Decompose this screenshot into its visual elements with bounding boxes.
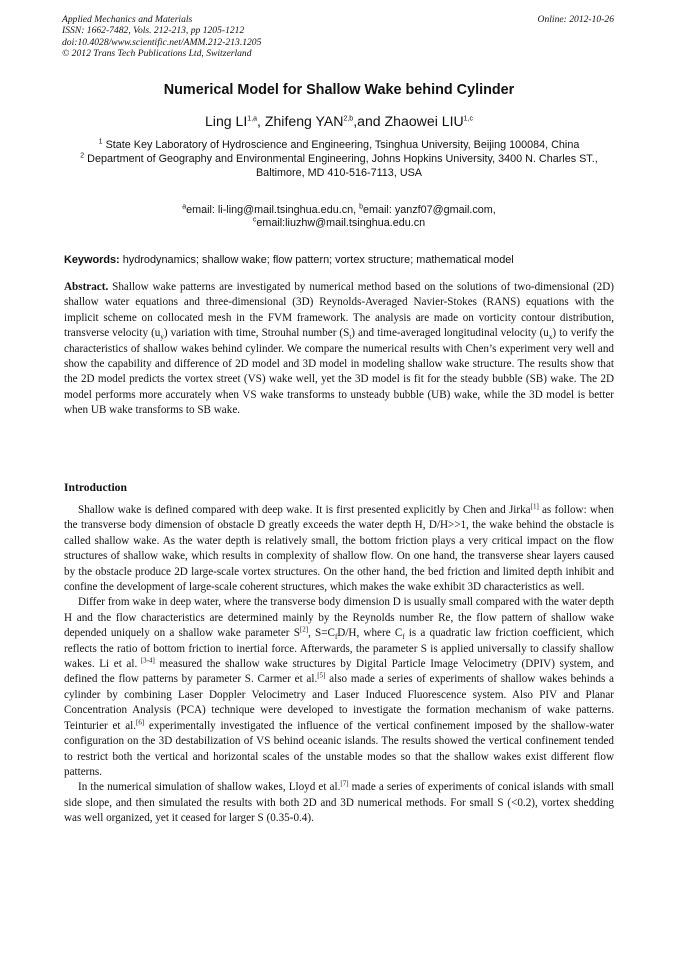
introduction-body bbox=[64, 503, 614, 827]
section-heading-introduction: Introduction bbox=[64, 481, 127, 494]
author-emails bbox=[70, 204, 608, 231]
author-1-sup: 1,a bbox=[247, 115, 258, 123]
intro-text: experimentally investigated the influence of the vertical confinement imposed by the shallow-water configuration on the 3D destabilization of VS behind oceanic islands. The results showed the vertical confinement tended to restrict both the vertical and horizontal scales of the unstable modes so that the shallow wakes exist different flow patterns. bbox=[64, 719, 614, 778]
citation-ref[interactable]: [6] bbox=[136, 717, 145, 726]
affiliation-2-sup: 2 bbox=[80, 152, 85, 160]
online-date: Online: 2012-10-26 bbox=[537, 14, 614, 25]
abstract-text: ) variation with time, Strouhal number (S bbox=[163, 327, 350, 340]
intro-text: , S=C bbox=[308, 627, 335, 640]
abstract-text: ) to verify the characteristics of shallow wakes behind cylinder. We compare the numerical results with Chen’s experiment very well and show the capability and difference of 2D model and 3D model in modeling shallow wake structure. The results show that the 2D model predicts the vortex street (VS) wake well, yet the 3D model is fit for the steady bubble (SB) wake. The 2D model performs more accurately when VS wake transforms to unsteady bubble (UB) wake, while the 3D model is better when UB wake transforms to SB wake. bbox=[64, 327, 614, 417]
intro-text: Shallow wake is defined compared with deep wake. It is first presented explicitly by Chen and Jirka bbox=[78, 504, 531, 516]
email-line-1 bbox=[70, 204, 608, 217]
abstract-paragraph bbox=[64, 280, 614, 419]
issn-line: ISSN: 1662-7482, Vols. 212-213, pp 1205-1212 bbox=[62, 25, 245, 37]
intro-text: as follow: when the transverse body dimension of obstacle D greatly exceeds the water depth H, D/H>>1, the wake behind the obstacle is called shallow wake. As the water depth is relatively small, the bottom friction plays a very critical impact on the flow structures of shallow wake, which results in complexity of shallow flow. On one hand, the transverse shear layers caused by the obstacle produce 2D large-scale vortex structures. On the other hand, the bed friction and limited depth inhibit and confine the development of large-scale coherent structures, which makes the wake exhibit 3D characteristics as well. bbox=[64, 504, 615, 594]
intro-text: In the numerical simulation of shallow wakes, Lloyd et al. bbox=[78, 781, 341, 794]
author-2: , Zhifeng YAN bbox=[257, 113, 344, 129]
copyright-line: © 2012 Trans Tech Publications Ltd, Switzerland bbox=[62, 47, 252, 59]
email-a-sup: a bbox=[182, 203, 187, 211]
affiliation-1-text: State Key Laboratory of Hydroscience and Engineering, Tsinghua University, Beijing 100084, China bbox=[102, 139, 580, 151]
author-2-sup: 2,b bbox=[343, 115, 354, 123]
abstract-sub: x bbox=[548, 333, 553, 342]
citation-ref[interactable]: [5] bbox=[317, 671, 326, 680]
intro-text: also made a series of experiments of shallow wakes behinds a cylinder by combining Laser Doppler Velocimetry and Laser Induced Fluorescence system. Also PIV and Planar Concentration Analysis (PCA) technique were developed to investigate the formation mechanism of wake patterns. Teinturier et al. bbox=[64, 673, 614, 732]
intro-text: is a quadratic law friction coefficient, which reflects the ratio of bottom friction to inertial force. Afterwards, the parameter S is applied universally to classify shallow wakes. Li et al. bbox=[64, 627, 614, 671]
author-list bbox=[0, 113, 678, 129]
intro-paragraph-2 bbox=[64, 595, 614, 780]
email-b-sup: b bbox=[359, 203, 364, 211]
journal-name: Applied Mechanics and Materials bbox=[62, 14, 193, 25]
intro-sub: f bbox=[334, 633, 338, 642]
abstract-sub: y bbox=[160, 333, 164, 342]
citation-ref[interactable]: [3-4] bbox=[137, 656, 155, 665]
affiliation-1 bbox=[70, 138, 608, 152]
abstract-text: ) and time-averaged longitudinal velocity (u bbox=[351, 327, 549, 340]
abstract-text: Shallow wake patterns are investigated by numerical method based on the solutions of two-dimensional (2D) shallow water equations and three-dimensional (3D) Reynolds-Averaged Navier-Stokes (RANS) equations with the implicit scheme on collocated mesh in the FVM framework. The analysis are made on vorticity contour distribution, transverse velocity (u bbox=[64, 281, 614, 340]
citation-ref[interactable]: [2] bbox=[299, 625, 309, 634]
affiliation-2-text: Department of Geography and Environmental Engineering, Johns Hopkins University, 3400 N. Charles ST., Baltimore, MD 410-516-7113, USA bbox=[84, 153, 598, 180]
email-b[interactable]: email: yanzf07@gmail.com, bbox=[363, 204, 496, 216]
email-c[interactable]: email:liuzhw@mail.tsinghua.edu.cn bbox=[256, 217, 426, 230]
email-c-sup: c bbox=[252, 216, 257, 224]
author-3-sup: 1,c bbox=[463, 115, 474, 123]
intro-paragraph-1 bbox=[64, 503, 614, 595]
abstract-label: Abstract. bbox=[64, 281, 109, 293]
email-line-2 bbox=[70, 217, 608, 230]
author-1: Ling LI bbox=[204, 113, 248, 129]
citation-ref[interactable]: [1] bbox=[530, 502, 539, 511]
author-3: ,and Zhaowei LIU bbox=[353, 113, 464, 129]
keywords-text: hydrodynamics; shallow wake; flow pattern; vortex structure; mathematical model bbox=[119, 254, 514, 266]
intro-sub: f bbox=[402, 633, 405, 642]
citation-ref[interactable]: [7] bbox=[340, 779, 349, 788]
email-a[interactable]: email: li-ling@mail.tsinghua.edu.cn, bbox=[186, 204, 360, 216]
intro-text: D/H, where C bbox=[337, 627, 403, 640]
abstract-sub: t bbox=[349, 333, 352, 342]
journal-header bbox=[62, 14, 614, 59]
affiliation-2 bbox=[70, 152, 608, 180]
intro-text: made a series of experiments of conical islands with small side slope, and then simulated the results with both 2D and 3D numerical methods. For small S (<0.2), vortex shedding was well organized, yet it ceased for larger S (0.35-0.4). bbox=[64, 781, 614, 825]
affiliations bbox=[70, 138, 608, 181]
paper-title: Numerical Model for Shallow Wake behind Cylinder bbox=[163, 82, 515, 98]
intro-paragraph-3 bbox=[64, 780, 614, 826]
doi-line: doi:10.4028/www.scientific.net/AMM.212-213.1205 bbox=[62, 36, 262, 48]
keywords-label: Keywords: bbox=[64, 254, 120, 266]
keywords bbox=[64, 254, 618, 266]
abstract bbox=[64, 280, 614, 419]
affiliation-1-sup: 1 bbox=[98, 138, 103, 146]
intro-text: measured the shallow wake structures by Digital Particle Image Velocimetry (DPIV) system, and defined the flow patterns by parameter S. Carmer et al. bbox=[64, 658, 614, 686]
intro-text: Differ from wake in deep water, where the transverse body dimension D is usually small compared with the water depth H and the flow characteristics are determined mainly by the Reynolds number Re, the flow pattern of shallow wake depended uniquely on a shallow wake parameter S bbox=[64, 596, 614, 640]
